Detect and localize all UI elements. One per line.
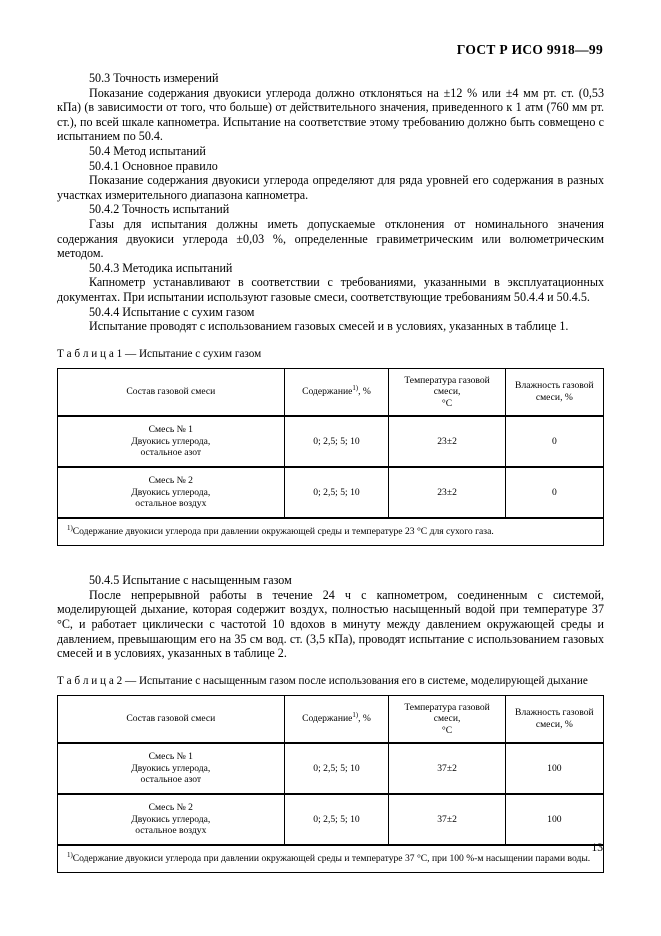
table-1-footnote-text: Содержание двуокиси углерода при давлении окружающей среды и температуре 23 °С для сухого газа.	[72, 525, 494, 537]
clause-50-4-3-text: Капнометр устанавливают в соответствии с требованиями, указанными в эксплуатационных документах. При испытании используют газовые смеси, соответствующие требованиям 50.4.4 и 50.4.5.	[57, 275, 604, 304]
table-2-header-composition: Состав газовой смеси	[58, 695, 285, 743]
table-2-row-1-mix-balance: остальное азот	[140, 774, 202, 786]
table-2-footnote-text: Содержание двуокиси углерода при давлении окружающей среды и температуре 37 °С, при 100 %-м насыщении парами воды.	[72, 852, 591, 864]
table-1-header-content-label: Содержание	[302, 386, 353, 398]
table-2-row-2-humidity: 100	[505, 794, 603, 845]
table-1-row-1-temperature: 23±2	[389, 416, 505, 467]
table-1-header-content	[284, 368, 389, 416]
table-2-row-2-mix-gas: Двуокись углерода,	[131, 813, 211, 825]
table-2-row-1-composition	[58, 743, 285, 794]
table-1-row-2-mix-balance: остальное воздух	[135, 498, 207, 510]
clause-50-4-2-heading: 50.4.2 Точность испытаний	[89, 202, 230, 217]
table-1-row-2-temperature: 23±2	[389, 467, 505, 518]
table-1-header-temperature	[389, 368, 505, 416]
table-1-header-composition: Состав газовой смеси	[58, 368, 285, 416]
table-2-header-content-unit: , %	[358, 713, 371, 725]
table-dry-gas-test	[57, 368, 604, 546]
table-saturated-gas-test	[57, 695, 604, 873]
table-2-header-temperature	[389, 695, 505, 743]
table-1-header-temperature-line2: °С	[441, 397, 453, 409]
table-1-row-1-content: 0; 2,5; 5; 10	[284, 416, 389, 467]
table-1-footnote	[58, 518, 604, 546]
table-2-row-2-mix-name: Смесь № 2	[148, 802, 193, 813]
table-1-footnote-marker: 1)	[67, 524, 73, 532]
table-1-row-1-mix-gas: Двуокись углерода,	[131, 435, 211, 447]
clause-50-4-heading: 50.4 Метод испытаний	[89, 143, 206, 158]
table-1-row-2-humidity: 0	[505, 467, 603, 518]
clause-50-4-4-text: Испытание проводят с использованием газовых смесей и в условиях, указанных в таблице 1.	[89, 319, 569, 334]
table-1-row-1-mix-name: Смесь № 1	[148, 424, 193, 436]
table-row-header	[58, 695, 604, 743]
table-1-footnote-row	[58, 518, 604, 546]
table-1-row-2-composition	[58, 467, 285, 518]
table-2-header-humidity: Влажность газовой смеси, %	[505, 695, 603, 743]
table-2-row-2-content: 0; 2,5; 5; 10	[284, 794, 389, 845]
table-1-row-2-mix-name: Смесь № 2	[148, 474, 193, 486]
table-1-header-temperature-line1: Температура газовой смеси,	[404, 374, 490, 398]
table-1-row-1-humidity: 0	[505, 416, 603, 467]
table-2-footnote	[58, 845, 604, 873]
clause-50-4-1-text: Показание содержания двуокиси углерода определяют для ряда уровней его содержания в разных участках измерительного диапазона капнометра.	[57, 173, 604, 202]
table-1-row-2-content: 0; 2,5; 5; 10	[284, 467, 389, 518]
table-1-header-content-unit: , %	[358, 386, 371, 398]
table-2-row-1-mix-name: Смесь № 1	[148, 751, 193, 763]
table-row-header	[58, 368, 604, 416]
table-2-row-2-temperature: 37±2	[389, 794, 505, 845]
table-2-header-temperature-line1: Температура газовой смеси,	[404, 701, 490, 725]
table-2-header-content-label: Содержание	[302, 713, 353, 725]
table-1-caption: Т а б л и ц а 1 — Испытание с сухим газом	[57, 347, 262, 360]
table-2-footnote-marker: 1)	[67, 851, 73, 859]
table-1-header-content-footnote-marker: 1)	[352, 385, 359, 392]
table-2-row-1-content: 0; 2,5; 5; 10	[284, 743, 389, 794]
clause-50-3-text: Показание содержания двуокиси углерода должно отклоняться на ±12 % или ±4 мм рт. ст. (0,53 кПа) (в зависимости от того, что больше) от действительного значения, приведенного к 1 атм (760 мм рт. ст.), по всей шкале капнометра. Испытание на соответствие этому требованию должно быть совмещено с испытанием по 50.4.	[57, 85, 604, 144]
clause-50-3-heading: 50.3 Точность измерений	[89, 71, 219, 85]
table-row	[58, 794, 604, 845]
table-1-row-1-composition	[58, 416, 285, 467]
clause-50-4-5-heading: 50.4.5 Испытание с насыщенным газом	[89, 573, 292, 588]
table-row	[58, 743, 604, 794]
table-2-row-2-mix-balance: остальное воздух	[135, 825, 207, 837]
clause-50-4-1-heading: 50.4.1 Основное правило	[89, 158, 218, 173]
table-2-row-1-temperature: 37±2	[389, 743, 505, 794]
clause-50-4-4-heading: 50.4.4 Испытание с сухим газом	[89, 304, 255, 319]
table-row	[58, 467, 604, 518]
clause-50-4-2-text: Газы для испытания должны иметь допускаемые отклонения от номинального значения содержания двуокиси углерода ±0,03 %, определенные гравиметрическим или волюметрическим методом.	[57, 216, 604, 261]
table-2-header-temperature-line2: °С	[441, 724, 453, 736]
table-row	[58, 416, 604, 467]
table-2-footnote-row	[58, 845, 604, 873]
table-2-row-1-mix-gas: Двуокись углерода,	[131, 762, 211, 774]
table-2-row-1-humidity: 100	[505, 743, 603, 794]
page-number: 13	[591, 842, 603, 854]
table-2-caption: Т а б л и ц а 2 — Испытание с насыщенным газом после использования его в системе, моделирующей дыхание	[57, 674, 588, 687]
table-2-header-content-footnote-marker: 1)	[352, 712, 359, 720]
clause-50-4-3-heading: 50.4.3 Методика испытаний	[89, 260, 233, 275]
table-1-row-1-mix-balance: остальное азот	[140, 447, 202, 459]
page-header-standard-number: ГОСТ Р ИСО 9918—99	[456, 42, 603, 57]
table-1-row-2-mix-gas: Двуокись углерода,	[131, 486, 211, 498]
table-2-row-2-composition	[58, 794, 285, 845]
clause-50-4-5-text: После непрерывной работы в течение 24 ч с капнометром, соединенным с системой, моделирующей дыхание, которая содержит воздух, полностью насыщенный водой при температуре 37 °С, и работает циклически с частотой 10 вдохов в минуту между давлением окружающей среды и давлением, превышающим его на 35 см вод. ст. (3,5 кПа), проводят испытание с использованием газовых смесей и в условиях, указанных в таблице 2.	[57, 587, 604, 661]
table-2-header-content	[284, 695, 389, 743]
table-1-header-humidity: Влажность газовой смеси, %	[505, 368, 603, 416]
